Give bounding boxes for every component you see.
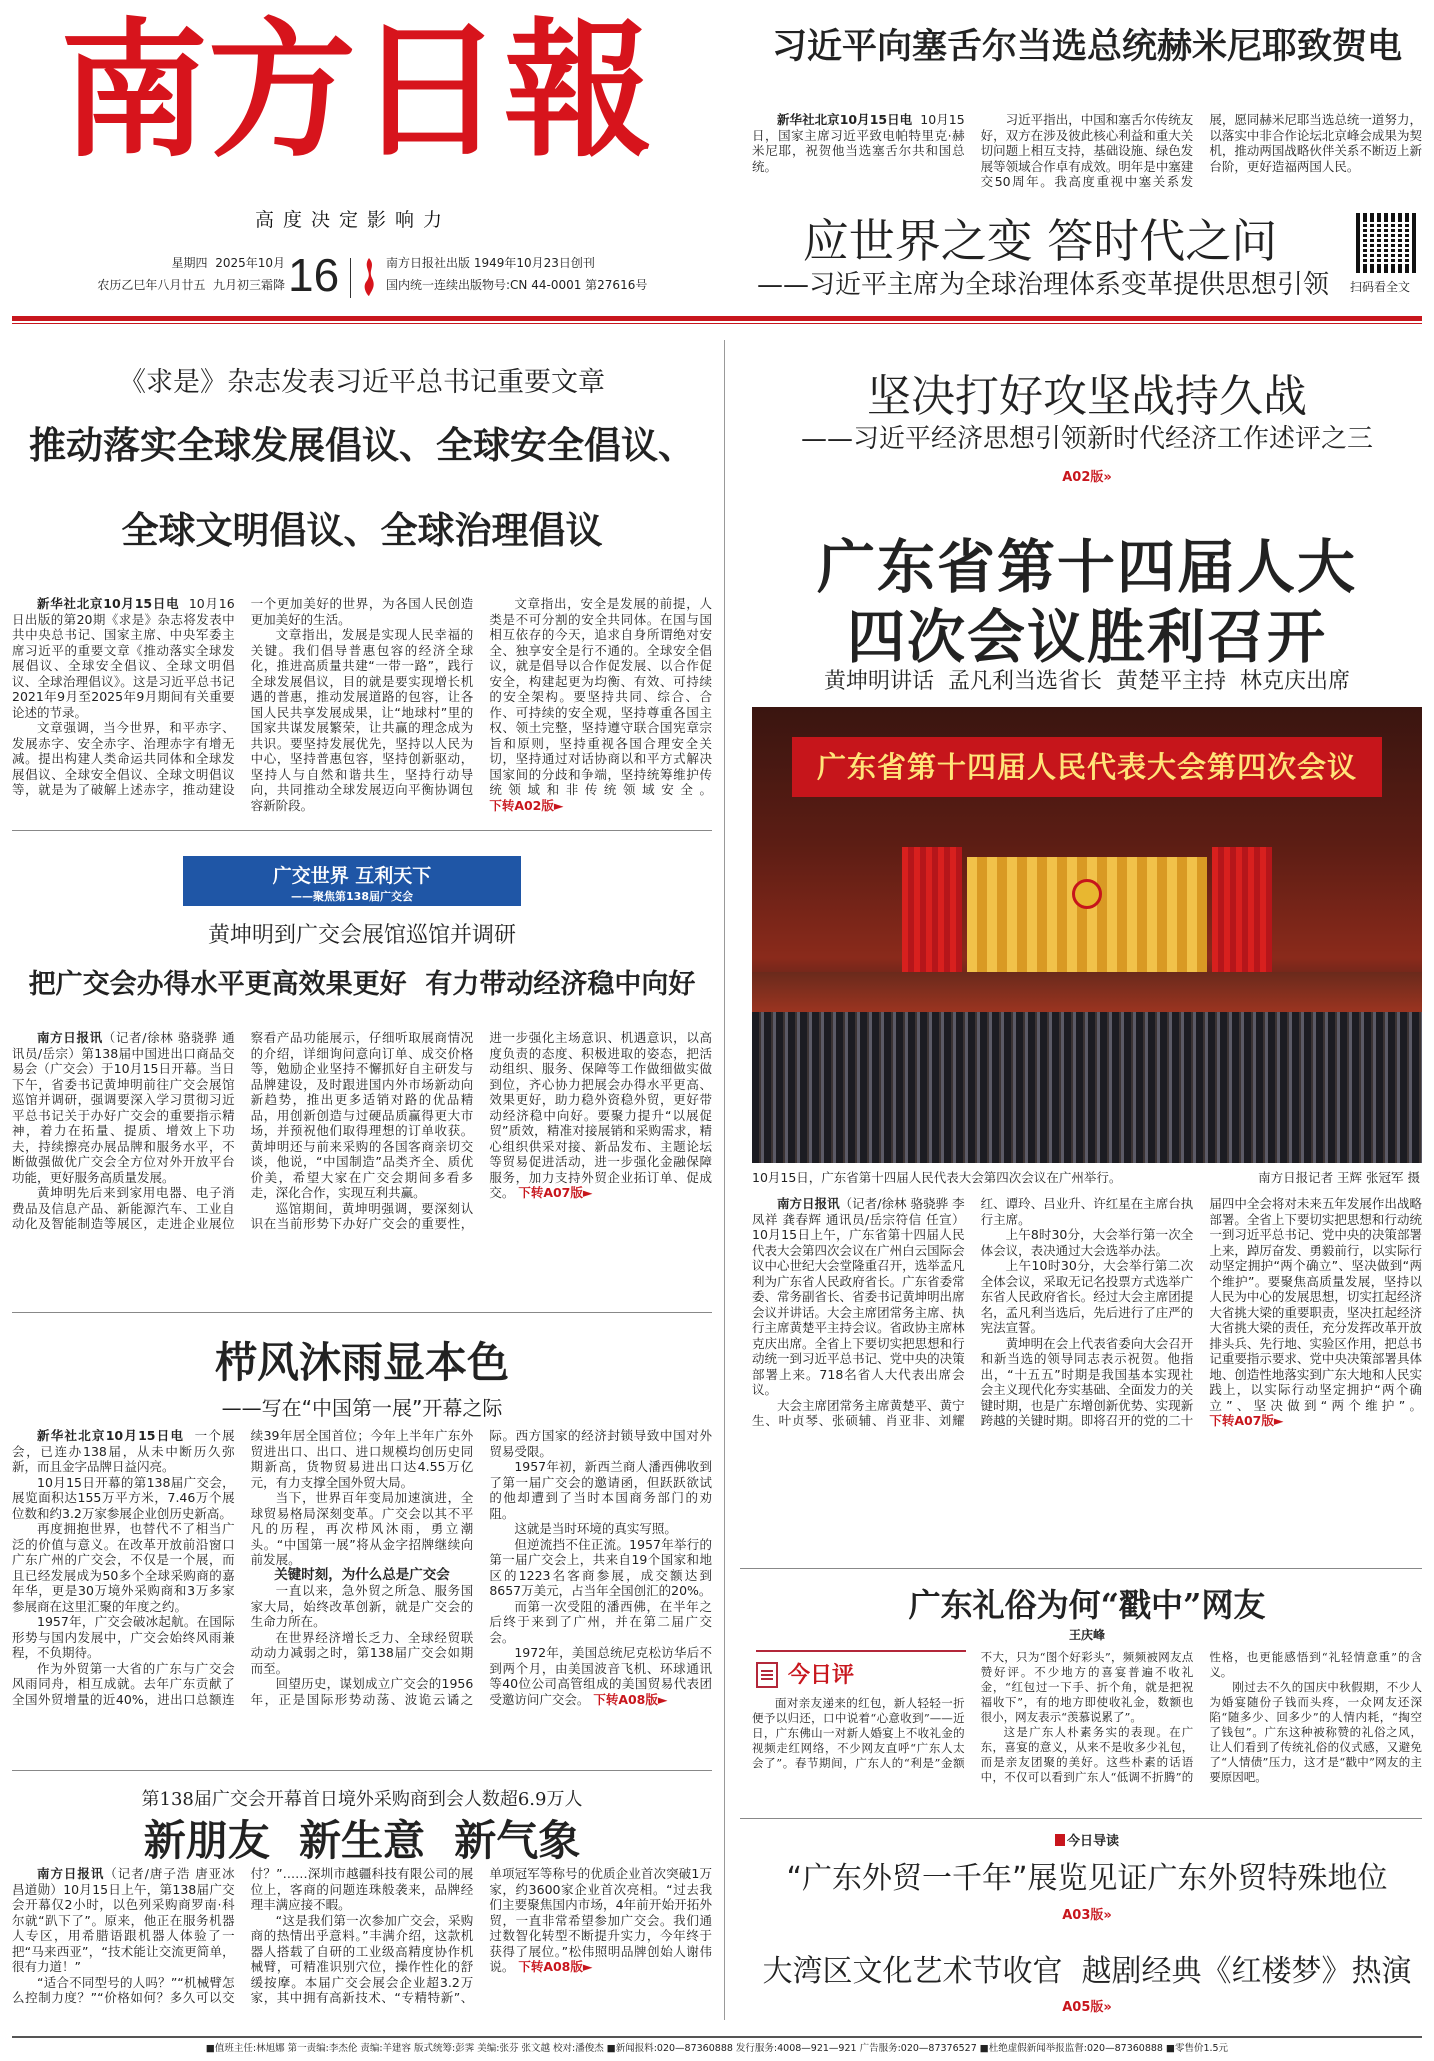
rostrum — [752, 972, 1422, 1012]
canton-headline[interactable]: 把广交会办得水平更高效果更好 有力带动经济稳中向好 — [28, 969, 696, 1000]
hardfight-subtitle: ——习近平经济思想引领新时代经济工作述评之三 — [800, 424, 1373, 454]
banner-title: 广交世界 互利天下 — [272, 865, 432, 887]
npc-headline-line1[interactable]: 广东省第十四届人大 — [816, 533, 1357, 601]
section-divider — [12, 1312, 712, 1313]
top-story-body: 新华社北京10月15日电 10月15日，国家主席习近平致电帕特里克·赫米尼耶，祝贺他当选塞舌尔共和国总统。 习近平指出，中国和塞舌尔传统友好，双方在涉及彼此核心利益和重大关切问题上相互支持，基础设施、绿色发展等领域合作卓有成效。明年是中塞建交50周年。我高度重视中塞关系发展，愿同赫米尼耶当选总统一道努力，以落实中非合作论坛北京峰会成果为契机，推动两国战略伙伴关系不断迈上新台阶，更好造福两国人民。 — [752, 112, 1422, 189]
newfriends-kicker: 第138届广交会开幕首日境外采购商到会人数超6.9万人 — [141, 1789, 583, 1810]
qiushi-body: 新华社北京10月15日电 10月16日出版的第20期《求是》杂志将发表中共中央总书记、国家主席、中央军委主席习近平的重要文章《推动落实全球发展倡议、全球安全倡议、全球文明倡议、全球治理倡议》。这是习近平总书记2021年9月至2025年9月期间有关重要论述的节录。 文章强调，当今世界，和平赤字、发展赤字、安全赤字、治理赤字有增无减。提出构建人类命运共同体和全球发展倡议、全球安全倡议、全球文明倡议等，就是为了破解上述赤字，推动建设一个更加美好的世界，为各国人民创造更加美好的生活。 文章指出，发展是实现人民幸福的关键。我们倡导普惠包容的经济全球化，推进高质量共建“一带一路”，践行全球发展倡议，目的就是要实现增长机遇的普惠，推动发展道路的包容，让各国人民共享发展成果，让“地球村”里的国家共谋发展繁荣，让共赢的理念成为共识。要坚持发展优先，坚持以人民为中心，坚持普惠包容，坚持创新驱动，坚持人与自然和谐共生，坚持行动导向，共同推动全球发展迈向平衡协调包容新阶段。 文章指出，安全是发展的前提，人类是不可分割的安全共同体。在国与国相互依存的今天，追求自身所谓绝对安全、独享安全是行不通的。全球安全倡议，就是倡导以合作促发展、以合作促安全，构建起更为均衡、有效、可持续的安全架构。要坚持共同、综合、合作、可持续的安全观，坚持尊重各国主权、领土完整，坚持遵守联合国宪章宗旨和原则，坚持重视各国合理安全关切，坚持通过对话协商以和平方式解决国家间的分歧和争端，坚持统筹维护传统领域和非传统领域安全。 下转A02版► — [12, 596, 712, 813]
photo-caption: 10月15日，广东省第十四届人民代表大会第四次会议在广州举行。 — [752, 1170, 1122, 1185]
qiushi-headline-line2[interactable]: 全球文明倡议、全球治理倡议 — [121, 508, 603, 552]
npc-session-photo — [752, 707, 1422, 1163]
npc-body: 南方日报讯（记者/徐林 骆骁骅 李凤祥 龚春辉 通讯员/岳宗符信 任宣）10月15日上午，广东省第十四届人民代表大会第四次会议在广州白云国际会议中心世纪大会堂隆重召开，选举孟凡利为广东省人民政府省长。广东省委常委、常务副省长、省委书记黄坤明出席会议并讲话。大会主席团常务主席、执行主席黄楚平主持会议。省政协主席林克庆出席。全省上下要切实把思想和行动统一到习近平总书记、党中央的决策部署上来。718名省人大代表出席会议。 大会主席团常务主席黄楚平、黄宁生、叶贞琴、张硕辅、肖亚非、刘耀红、谭玲、吕业升、许红星在主席台执行主席。 上午8时30分，大会举行第一次全体会议，表决通过大会选举办法。 上午10时30分，大会举行第二次全体会议，采取无记名投票方式选举广东省人民政府省长。经过大会主席团提名，孟凡利当选后，先后进行了庄严的宪法宣誓。 黄坤明在会上代表省委向大会召开和新当选的领导同志表示祝贺。他指出，“十五五”时期是我国基本实现社会主义现代化夯实基础、全面发力的关键时期，也是广东增创新优势、实现新跨越的关键时期。即将召开的党的二十届四中全会将对未来五年发展作出战略部署。全省上下要切实把思想和行动统一到习近平总书记、党中央的决策部署上来，踔厉奋发、勇毅前行，以实际行动坚定拥护“两个确立”、坚决做到“两个维护”。要聚焦高质量发展，坚持以人民为中心的发展思想，切实扛起经济大省挑大梁的重要职责，坚决扛起经济大省挑大梁的责任，充分发挥改革开放排头兵、先行地、实验区作用，把总书记重要指示要求、党中央决策部署具体地、创造性地落实到广东大地和人民实践上，以实际行动坚定拥护“两个确立”、坚决做到“两个维护”。 下转A07版► — [752, 1196, 1422, 1428]
date-block — [60, 249, 680, 302]
stage-curtain — [967, 857, 1207, 972]
newfriends-body: 南方日报讯（记者/唐子浩 唐亚冰 昌道勋）10月15日上午，第138届广交会开幕仅2小时，以色列采购商罗南·科尔就“趴下了”。原来，他正在服务机器人专区，用希腊语跟机器人体验了一把“马来西亚”，“技术能让交流更简单，很有力道！” “适合不同型号的人吗？”“机械臂怎么控制力度？”“价格如何？多久可以交付？”……深圳市越疆科技有限公司的展位上，客商的问题连珠般袭来，品牌经理丰满应接不暇。 “这是我们第一次参加广交会，采购商的热情出乎意料。”丰满介绍，这款机器人搭载了自研的工业级高精度协作机械臂，可精准识别穴位，操作性化的舒缓按摩。本届广交会展会企业超3.2万家，其中拥有高新技术、“专精特新”、单项冠军等称号的优质企业首次突破1万家，约3600家企业首次亮相。“过去我们主要聚焦国内市场，4年前开始开拓外贸，一直非常希望参加广交会。我们通过数智化转型不断提升实力，今年终于获得了展位。”松伟照明品牌创始人谢伟说。 下转A08版► — [12, 1866, 712, 2005]
feature-headline[interactable]: 应世界之变 答时代之问 — [802, 214, 1278, 268]
guide-item-page-link[interactable]: A05版» — [1062, 2000, 1112, 2015]
todays-commentary-label: 今日评 — [756, 1650, 966, 1690]
divider — [350, 258, 351, 298]
zhifeng-headline[interactable]: 栉风沐雨显本色 — [214, 1338, 509, 1387]
zhifeng-subtitle: ——写在“中国第一展”开幕之际 — [221, 1396, 503, 1420]
weekday-date: 星期四 2025年10月 — [171, 256, 285, 270]
hardfight-headline[interactable]: 坚决打好攻坚战持久战 — [867, 371, 1307, 422]
publisher-info: 南方日报社出版 1949年10月23日创刊 — [386, 256, 595, 270]
flame-logo-icon — [360, 256, 378, 298]
npc-continue-link[interactable]: 下转A07版► — [1209, 1413, 1284, 1428]
newfriends-continue-link[interactable]: 下转A08版► — [518, 1959, 593, 1974]
column-divider — [724, 340, 725, 2020]
newfriends-headline[interactable]: 新朋友 新生意 新气象 — [143, 1816, 581, 1865]
national-emblem-icon — [1072, 879, 1102, 909]
canton-continue-link[interactable]: 下转A07版► — [518, 1185, 593, 1200]
zhifeng-continue-link[interactable]: 下转A08版► — [593, 1691, 668, 1707]
guide-item-title[interactable]: 大湾区文化艺术节收官 越剧经典《红楼梦》热演 — [762, 1954, 1412, 1989]
feature-subtitle: ——习近平主席为全球治理体系变革提供思想引领 — [756, 270, 1329, 300]
masthead-rule — [12, 316, 1422, 321]
zhifeng-body: 新华社北京10月15日电 一个展会，已连办138届，从未中断历久弥新，而且金字品牌日益闪亮。 10月15日开幕的第138届广交会，展览面积达155万平方米，7.46万个展位数和约3.2万家参展企业创历史新高。 再度拥抱世界，也替代不了相当广泛的价值与意义。在改革开放前沿窗口广东广州的广交会，不仅是一个展，而且已经发展成为50多个全球采购商的嘉年华，更是30万境外采购商和3万多家参展商在这里汇聚的年度之约。 1957年，广交会破冰起航。在国际形势与国内发展中，广交会始终风雨兼程，不负期待。 作为外贸第一大省的广东与广交会风雨同舟，相互成就。去年广东贡献了全国外贸增量的近40%，进出口总额连续39年居全国首位；今年上半年广东外贸进出口、出口、进口规模均创历史同期新高，货物贸易进出口达4.55万亿元，有力支撑全国外贸大局。 当下，世界百年变局加速演进，全球贸易格局深刻变革。广交会以其不平凡的历程，再次栉风沐雨，勇立潮头。“中国第一展”将从金字招牌继续向前发展。 关键时刻，为什么总是广交会 一直以来，急外贸之所急、服务国家大局，始终改革创新，就是广交会的生命力所在。 在世界经济增长乏力、全球经贸联动动力减弱之时，第138届广交会如期而至。 回望历史，谋划成立广交会的1956年，正是国际形势动荡、波诡云谲之际。西方国家的经济封锁导致中国对外贸易受限。 1957年初，新西兰商人潘西佛收到了第一届广交会的邀请函，但跃跃欲试的他却遭到了当时本国商务部门的劝阻。 这就是当时环境的真实写照。 但逆流挡不住正流。1957年举行的第一届广交会上，共来自19个国家和地区的1223名客商参展，成交额达到8657万美元，占当年全国创汇的20%。 而第一次受阻的潘西佛，在半年之后终于来到了广州，并在第二届广交会。 1972年，美国总统尼克松访华后不到两个月，由美国波音飞机、环球通讯等40位公司高管组成的美国贸易代表团受邀访问广交会。 下转A08版► — [12, 1428, 712, 1707]
commentary-headline[interactable]: 广东礼俗为何“戳中”网友 — [908, 1586, 1266, 1624]
canton-fair-banner — [183, 856, 521, 906]
guide-item-title[interactable]: “广东外贸一千年”展览见证广东外贸特殊地位 — [786, 1861, 1388, 1896]
zhifeng-section-heading: 关键时刻，为什么总是广交会 — [274, 1566, 450, 1583]
hardfight-page-link[interactable]: A02版» — [1062, 470, 1112, 485]
photo-credit: 南方日报记者 王辉 张冠军 摄 — [1258, 1170, 1420, 1185]
flags-right — [1212, 847, 1272, 972]
qr-label: 扫码看全文 — [1350, 280, 1411, 294]
banner-subtitle: ——聚焦第138届广交会 — [291, 890, 413, 903]
section-divider — [740, 1568, 1422, 1569]
lunar-date: 农历乙巳年八月廿五 九月初三霜降 — [97, 278, 285, 292]
section-divider — [12, 830, 712, 831]
qiushi-continue-link[interactable]: 下转A02版► — [489, 797, 564, 813]
newspaper-logo: 南方日報 — [60, 3, 652, 177]
masthead-rule-thin — [12, 323, 1422, 324]
photo-banner: 广东省第十四届人民代表大会第四次会议 — [792, 737, 1382, 797]
section-divider — [740, 1818, 1422, 1819]
top-headline[interactable]: 习近平向塞舌尔当选总统赫米尼耶致贺电 — [771, 26, 1402, 67]
flags-left — [902, 847, 962, 972]
footer-credits: ■值班主任:林旭娜 第一责编:李杰伦 责编:羊建容 版式统筹:彭霁 美编:张芬 张文越 校对:潘俊杰 ■新闻报料:020—87360888 发行服务:4008—921—921 广告服务:020—87376527 ■杜绝虚假新闻举报监督:020—87360888 ■零售价1.5元 — [12, 2036, 1422, 2055]
day-number: 16 — [288, 249, 340, 301]
qiushi-headline-line1[interactable]: 推动落实全球发展倡议、全球安全倡议、 — [29, 423, 695, 467]
canton-kicker: 黄坤明到广交会展馆巡馆并调研 — [207, 923, 516, 948]
section-divider — [12, 1770, 712, 1771]
qiushi-kicker: 《求是》杂志发表习近平总书记重要文章 — [119, 367, 605, 398]
canton-body: 南方日报讯（记者/徐林 骆骁骅 通讯员/岳宗）第138届中国进出口商品交易会（广交会）于10月15日开幕。当日下午，省委书记黄坤明前往广交会展馆巡馆并调研，强调要深入学习贯彻习近平总书记关于办好广交会的重要指示精神，着力在拓量、提质、增效上下功夫，持续擦亮办展品牌和服务水平，不断做强做优广交会全方位对外开放平台功能，更好服务高质量发展。 黄坤明先后来到家用电器、电子消费品及信息产品、新能源汽车、工业自动化及智能制造等展区，走进企业展位察看产品功能展示，仔细听取展商情况的介绍，详细询问意向订单、成交价格等，勉励企业坚持不懈抓好自主研发与品牌建设，及时跟进国内外市场新动向新趋势，推出更多适销对路的优品精品，用创新创造与过硬品质赢得更大市场，并预祝他们取得理想的订单收获。黄坤明还与前来采购的各国客商亲切交谈，他说，“中国制造”品类齐全、质优价美，希望大家在广交会期间多看多走，深化合作，实现互利共赢。 巡馆期间，黄坤明强调，要深刻认识在当前形势下办好广交会的重要性，进一步强化主场意识、机遇意识，以高度负责的态度、积极进取的姿态，把活动组织、服务、保障等工作做细做实做到位，齐心协力把展会办得水平更高、效果更好，助力稳外资稳外贸，更好带动经济稳中向好。要聚力提升“以展促贸”质效，精准对接展销和采购需求，精心组织供采对接、新品发布、主题论坛等贸易促进活动，进一步强化金融保障服务，加力支持外贸企业拓订单、促成交。 下转A07版► — [12, 1030, 712, 1231]
qr-code-icon[interactable] — [1356, 213, 1416, 273]
commentary-body: 面对亲友递来的红包，新人轻轻一折便予以归还，口中说着“心意收到”——近日，广东佛山一对新人婚宴上不收礼金的视频走红网络，不少网友直呼“广东人太会了”。春节期间，广东人的“利是”金额不大，只为“图个好彩头”，频频被网友点赞好评。不少地方的喜宴普遍不收礼金，“红包过一下手、折个角，就是把祝福收下”，有的地方即使收礼金，数额也很小，网友表示“羡慕说累了”。 这是广东人朴素务实的表现。在广东，喜宴的意义，从来不是收多少礼包，而是亲友团聚的美好。这些朴素的话语中，不仅可以看到广东人“低调不折腾”的性格，也更能感悟到“礼轻情意重”的含义。 刚过去不久的国庆中秋假期，不少人为婚宴随份子钱而头疼，一众网友还深陷“随多少、回多少”的人情内耗，“掏空了钱包”。广东这种被称赞的礼俗之风，让人们看到了传统礼俗的仪式感，又避免了“人情债”压力，这才是“戳中”网友的主要原因吧。 — [752, 1650, 1422, 1784]
npc-subtitle: 黄坤明讲话 孟凡利当选省长 黄楚平主持 林克庆出席 — [824, 669, 1350, 694]
serial-number: 国内统一连续出版物号:CN 44-0001 第27616号 — [386, 278, 648, 292]
npc-headline-line2[interactable]: 四次会议胜利召开 — [846, 603, 1327, 671]
guide-item-page-link[interactable]: A03版» — [1062, 1908, 1112, 1923]
audience — [752, 1012, 1422, 1163]
tagline: 高度决定影响力 — [255, 209, 452, 231]
todays-guide-label: 今日导读 — [740, 1830, 1434, 1849]
commentary-author: 王庆峰 — [1068, 1628, 1105, 1642]
